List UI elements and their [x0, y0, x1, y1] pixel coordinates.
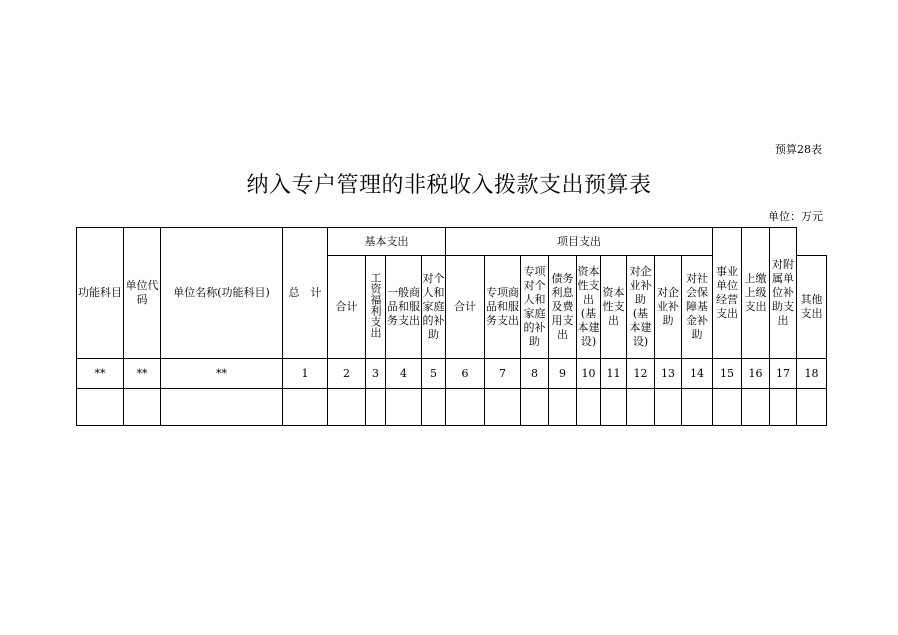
header-capital: 资本 性支 出: [601, 256, 627, 359]
index-cell: 18: [797, 359, 827, 389]
header-personal: 对个 人和 家庭 的补 助: [422, 256, 446, 359]
header-debt: 债务 利息 及费 用支 出: [549, 256, 577, 359]
header-basic-sum: 合计: [328, 256, 366, 359]
empty-cell: [77, 389, 124, 426]
empty-cell: [627, 389, 655, 426]
empty-cell: [577, 389, 601, 426]
page-title: 纳入专户管理的非税收入拨款支出预算表: [246, 173, 652, 198]
empty-cell: [742, 389, 770, 426]
header-upper: 上缴 上级 支出: [742, 228, 770, 359]
index-cell: **: [77, 359, 124, 389]
index-cell: 7: [485, 359, 521, 389]
index-cell: 11: [601, 359, 627, 389]
header-proj-goods: 专项商 品和服 务支出: [485, 256, 521, 359]
header-ent-build: 对企 业补 助 (基 本建 设): [627, 256, 655, 359]
empty-cell: [283, 389, 328, 426]
header-name: 单位名称(功能科目): [161, 228, 283, 359]
empty-cell: [422, 389, 446, 426]
index-cell: 14: [682, 359, 713, 389]
header-project-group: 项目支出: [446, 228, 713, 256]
index-cell: 5: [422, 359, 446, 389]
header-proj-personal: 专项 对个 人和 家庭 的补 助: [521, 256, 549, 359]
empty-cell: [161, 389, 283, 426]
header-goods: 一般商 品和服 务支出: [386, 256, 422, 359]
empty-cell: [770, 389, 797, 426]
index-cell: 12: [627, 359, 655, 389]
unit-label: 单位：万元: [768, 210, 823, 223]
empty-cell: [446, 389, 485, 426]
index-cell: 9: [549, 359, 577, 389]
header-code: 单位代 码: [124, 228, 161, 359]
index-cell: 10: [577, 359, 601, 389]
header-wage: 工资福利支出: [366, 256, 386, 359]
index-cell: 13: [655, 359, 682, 389]
header-other: 其他 支出: [797, 256, 827, 359]
form-number: 预算28表: [775, 143, 822, 156]
header-total: 总 计: [283, 228, 328, 359]
index-cell: 8: [521, 359, 549, 389]
empty-cell: [328, 389, 366, 426]
index-row: [77, 359, 827, 389]
header-basic-group: 基本支出: [328, 228, 446, 256]
index-cell: 15: [713, 359, 742, 389]
index-cell: 1: [283, 359, 328, 389]
empty-cell: [386, 389, 422, 426]
empty-cell: [124, 389, 161, 426]
index-cell: 6: [446, 359, 485, 389]
empty-cell: [797, 389, 827, 426]
empty-cell: [366, 389, 386, 426]
empty-cell: [601, 389, 627, 426]
empty-cell: [713, 389, 742, 426]
index-cell: 2: [328, 359, 366, 389]
index-cell: 16: [742, 359, 770, 389]
header-proj-sum: 合计: [446, 256, 485, 359]
header-ent: 对企 业补 助: [655, 256, 682, 359]
empty-cell: [485, 389, 521, 426]
index-cell: 3: [366, 359, 386, 389]
header-social: 对社 会保 障基 金补 助: [682, 256, 713, 359]
index-cell: **: [161, 359, 283, 389]
empty-cell: [682, 389, 713, 426]
empty-cell: [549, 389, 577, 426]
index-cell: **: [124, 359, 161, 389]
header-inst: 事业 单位 经营 支出: [713, 228, 742, 359]
index-cell: 17: [770, 359, 797, 389]
budget-table: [76, 227, 827, 426]
header-func: 功能科目: [77, 228, 124, 359]
header-capital-build: 资本 性支 出 (基 本建 设): [577, 256, 601, 359]
table-row: [77, 389, 827, 426]
empty-cell: [655, 389, 682, 426]
header-sub: 对附 属单 位补 助支 出: [770, 228, 797, 359]
index-cell: 4: [386, 359, 422, 389]
empty-cell: [521, 389, 549, 426]
